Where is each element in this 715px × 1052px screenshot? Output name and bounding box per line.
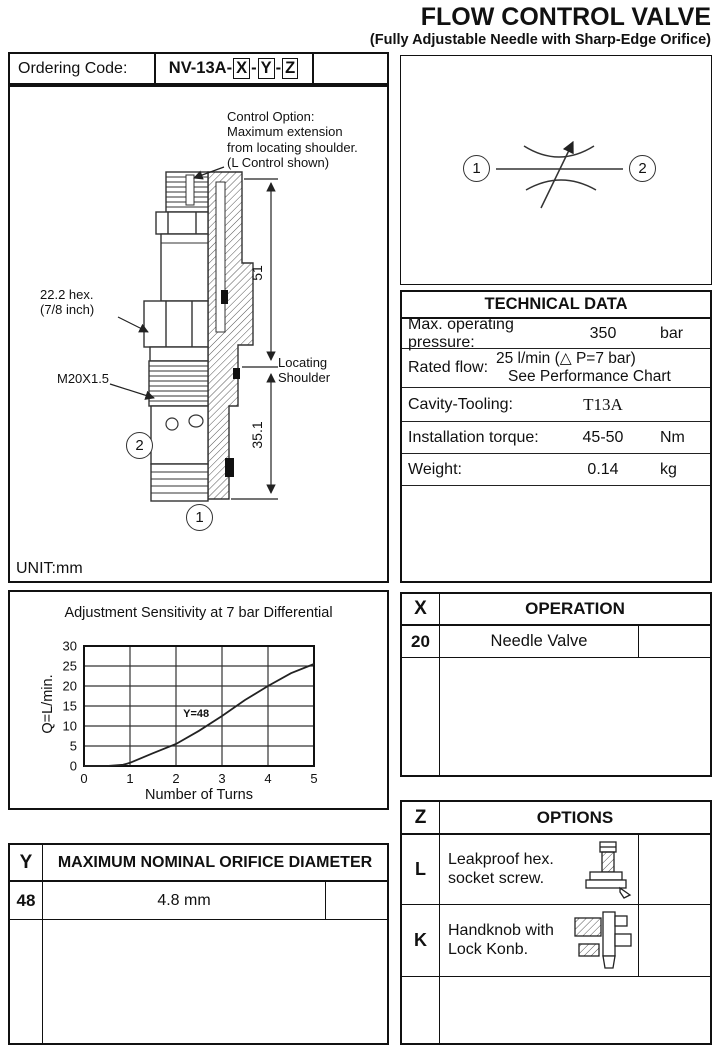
code-separator: - bbox=[275, 59, 282, 77]
drawing-port-2: 2 bbox=[126, 432, 153, 459]
z-row-empty-cell bbox=[638, 835, 710, 904]
symbol-port-2: 2 bbox=[629, 155, 656, 182]
chart-title: Adjustment Sensitivity at 7 bar Differential bbox=[64, 605, 333, 621]
technical-data-title: TECHNICAL DATA bbox=[402, 292, 710, 319]
x-table-empty-area bbox=[402, 658, 710, 775]
z-row-description: Handknob with Lock Konb. bbox=[448, 922, 554, 958]
z-row-code: L bbox=[402, 835, 440, 904]
x-table-row bbox=[402, 626, 710, 658]
performance-chart bbox=[8, 590, 389, 810]
y-row-description: 4.8 mm bbox=[157, 891, 211, 909]
y-table-row bbox=[10, 882, 387, 920]
z-row-description: Leakproof hex. socket screw. bbox=[448, 851, 554, 887]
code-y: Y bbox=[258, 58, 275, 78]
svg-text:4: 4 bbox=[264, 771, 272, 786]
ordering-code-box bbox=[8, 52, 389, 85]
hydraulic-symbol-box bbox=[400, 55, 712, 285]
tech-value: 45-50 bbox=[582, 428, 624, 446]
technical-data-table bbox=[400, 290, 712, 583]
code-z: Z bbox=[282, 58, 298, 78]
tech-value: 0.14 bbox=[587, 460, 619, 478]
z-table-empty-area bbox=[402, 977, 710, 1043]
svg-text:20: 20 bbox=[62, 678, 77, 694]
x-row-code: 20 bbox=[402, 626, 440, 657]
drawing-port-1: 1 bbox=[186, 504, 213, 531]
z-table-row-l bbox=[402, 835, 710, 905]
symbol-port-1: 1 bbox=[463, 155, 490, 182]
hex-size-label: 22.2 hex. (7/8 inch) bbox=[40, 287, 95, 318]
x-row-description: Needle Valve bbox=[490, 632, 588, 650]
x-row-empty-cell bbox=[638, 626, 710, 657]
tech-value: T13A bbox=[583, 394, 623, 414]
tech-row-pressure bbox=[402, 315, 710, 351]
ordering-code-value bbox=[156, 54, 314, 83]
dim-51-label: 51 bbox=[249, 265, 265, 281]
page-title: FLOW CONTROL VALVE bbox=[420, 3, 711, 31]
tech-unit: kg bbox=[660, 460, 677, 478]
socket-screw-icon bbox=[572, 840, 638, 900]
tech-label: Rated flow: bbox=[408, 359, 489, 376]
code-separator: - bbox=[251, 59, 257, 77]
tech-row-weight bbox=[402, 454, 710, 486]
tech-unit: bar bbox=[660, 324, 684, 342]
svg-text:1: 1 bbox=[126, 771, 134, 786]
locating-shoulder-label: Locating Shoulder bbox=[278, 355, 331, 386]
unit-label: UNIT:mm bbox=[16, 560, 83, 577]
tech-value: 25 l/min (△ P=7 bar) See Performance Chart bbox=[496, 350, 671, 385]
needle-valve-symbol bbox=[401, 56, 709, 282]
z-table-row-k bbox=[402, 905, 710, 977]
tech-row-rated-flow bbox=[402, 349, 710, 388]
svg-text:15: 15 bbox=[62, 698, 77, 714]
svg-text:5: 5 bbox=[310, 771, 318, 786]
x-operation-table bbox=[400, 592, 712, 777]
svg-text:30: 30 bbox=[62, 638, 77, 654]
z-table-col-header: Z bbox=[402, 802, 440, 833]
tech-label: Weight: bbox=[408, 460, 462, 478]
page-subtitle: (Fully Adjustable Needle with Sharp-Edge Orifice) bbox=[369, 32, 711, 48]
thread-size-label: M20X1.5 bbox=[57, 371, 110, 386]
valve-drawing-box bbox=[8, 85, 389, 583]
tech-unit: Nm bbox=[660, 428, 685, 446]
svg-text:3: 3 bbox=[218, 771, 226, 786]
y-table-title: MAXIMUM NOMINAL ORIFICE DIAMETER bbox=[57, 853, 373, 871]
tech-row-torque bbox=[402, 422, 710, 454]
svg-text:10: 10 bbox=[62, 718, 77, 734]
y-orifice-table bbox=[8, 843, 389, 1045]
svg-text:0: 0 bbox=[69, 758, 77, 774]
control-option-note: Control Option: Maximum extension from locating shoulder. (L Control shown) bbox=[227, 109, 358, 170]
svg-text:5: 5 bbox=[69, 738, 77, 754]
x-table-title: OPERATION bbox=[525, 599, 625, 618]
handknob-icon bbox=[572, 910, 638, 972]
tech-row-cavity bbox=[402, 388, 710, 422]
tech-label: Cavity-Tooling: bbox=[408, 395, 513, 413]
y-row-empty-cell bbox=[325, 882, 387, 919]
dim-35-label: 35.1 bbox=[249, 421, 265, 449]
svg-text:0: 0 bbox=[80, 771, 88, 786]
chart-plot bbox=[10, 592, 387, 808]
svg-text:Y=48: Y=48 bbox=[183, 708, 210, 721]
svg-text:25: 25 bbox=[62, 658, 77, 674]
tech-label: Max. operating pressure: bbox=[408, 315, 514, 351]
y-row-code: 48 bbox=[10, 882, 43, 919]
tech-value: 350 bbox=[589, 324, 617, 342]
y-table-empty-area bbox=[10, 920, 387, 1043]
ordering-code-label: Ordering Code: bbox=[10, 54, 156, 83]
svg-text:2: 2 bbox=[172, 771, 180, 786]
chart-x-axis-label: Number of Turns bbox=[145, 787, 253, 803]
z-options-table bbox=[400, 800, 712, 1045]
ordering-code-empty-cell bbox=[314, 54, 387, 83]
z-table-title: OPTIONS bbox=[536, 807, 614, 827]
code-prefix: NV-13A- bbox=[168, 59, 233, 77]
y-table-col-header: Y bbox=[10, 845, 43, 880]
chart-y-axis-label: Q=L/min. bbox=[40, 674, 56, 734]
code-x: X bbox=[233, 58, 250, 78]
z-row-empty-cell bbox=[638, 905, 710, 976]
x-table-col-header: X bbox=[402, 594, 440, 624]
z-row-code: K bbox=[402, 905, 440, 976]
tech-label: Installation torque: bbox=[408, 428, 539, 446]
